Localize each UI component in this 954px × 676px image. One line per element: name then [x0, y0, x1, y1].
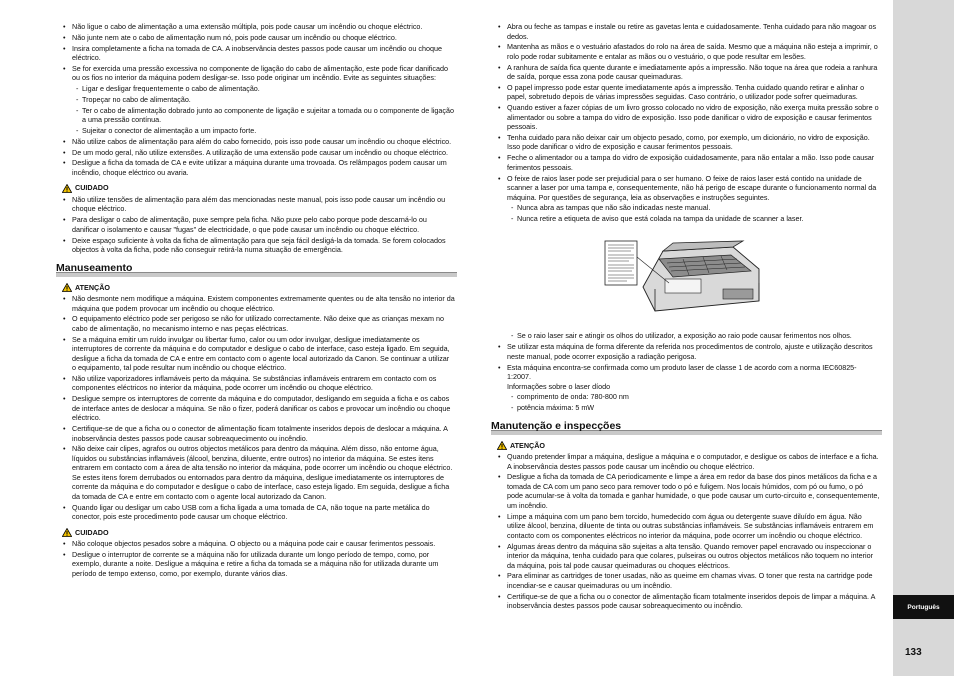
laser-info-list: [495, 331, 880, 412]
warning-triangle-icon: [497, 441, 507, 450]
warning-triangle-icon: [62, 184, 72, 193]
sub-item: - Sujeitar o conector de alimentação a um impacto forte.: [60, 126, 455, 136]
caution-list: [60, 539, 455, 578]
sub-item: - comprimento de onda: 780-800 nm: [495, 392, 880, 402]
bullet-item: • Algumas áreas dentro da máquina são sujeitas a alta tensão. Quando remover papel encravado ou inspeccionar o interior da máquina, tenha cuidado para que colares, pulseiras ou outros objectos metálicos não toquem no interior da máquina, pois tal pode causar queimaduras ou choques eléctricos.: [495, 542, 880, 571]
caution-heading: [62, 183, 455, 193]
caution-list: [60, 195, 455, 255]
bullet-item: • A ranhura de saída fica quente durante e imediatamente após a impressão. Não toque na área que rodeia a ranhura de saída, porque essa zona pode causar queimaduras.: [495, 63, 880, 82]
power-cord-list: [60, 22, 455, 177]
bullet-item: • Esta máquina encontra-se confirmada como um produto laser de classe 1 de acordo com a norma IEC60825-1:2007. Informações sobre o laser díodo: [495, 363, 880, 392]
bullet-item: • Deixe espaço suficiente à volta da ficha de alimentação para que seja fácil desligá-la da tomada. Se forem colocados objectos à volta da ficha, pode não conseguir retirá-la numa situação de emergência.: [60, 236, 455, 255]
bullet-item: • Não ligue o cabo de alimentação a uma extensão múltipla, pois pode causar um incêndio ou choque eléctrico.: [60, 22, 455, 32]
bullet-item: • Não utilize tensões de alimentação para além das mencionadas neste manual, pois isso pode causar um incêndio ou choque eléctrico.: [60, 195, 455, 214]
bullet-item: • Quando estiver a fazer cópias de um livro grosso colocado no vidro de exposição, não exerça muita pressão sobre o alimentador ou sobre a tampa do vidro de exposição. Isso pode danificar o vidro de exposição e causar ferimentos pessoais.: [495, 103, 880, 132]
warning-triangle-icon: [62, 283, 72, 292]
bullet-item: • Desligue o interruptor de corrente se a máquina não for utilizada durante um longo período de tempo, como, por exemplo, durante a noite. Desligue a máquina e retire a ficha da tomada se a máquina não for utilizada durante um período de tempo extenso, como, por exemplo, durante vários dias.: [60, 550, 455, 579]
sub-item: - Ter o cabo de alimentação dobrado junto ao componente de ligação e sujeitar a tomada ou o componente de ligação a uma pressão contínua.: [60, 106, 455, 125]
bullet-item: • Certifique-se de que a ficha ou o conector de alimentação ficam totalmente inseridos depois de limpar a máquina. A inobservância destes passos pode causar sobreaquecimento ou incêndio.: [495, 592, 880, 611]
warning-heading: [62, 283, 455, 293]
bullet-item: • Se for exercida uma pressão excessiva no componente de ligação do cabo de alimentação, este pode ficar danificado ou os fios no interior da máquina podem desligar-se. Isso pode originar um incêndio. Evite as seguintes situações:: [60, 64, 455, 83]
bullet-item: • De um modo geral, não utilize extensões. A utilização de uma extensão pode causar um incêndio ou choque eléctrico.: [60, 148, 455, 158]
bullet-item: • Desligue sempre os interruptores de corrente da máquina e do computador, desligando em seguida a ficha e os cabos de interface antes de deslocar a máquina. Se não o fizer, poderá danificar os cabos e provocar um incêndio ou choque eléctrico.: [60, 394, 455, 423]
bullet-item: • Para eliminar as cartridges de toner usadas, não as queime em chamas vivas. O toner que resta na cartridge pode incendiar-se e causar queimaduras ou um incêndio.: [495, 571, 880, 590]
bullet-item: • Feche o alimentador ou a tampa do vidro de exposição cuidadosamente, para não entalar a mão. Isso pode causar ferimentos pessoais.: [495, 153, 880, 172]
handling-list: [495, 22, 880, 224]
section-title: Manutenção e inspecções: [491, 419, 622, 432]
maintenance-warning-list: [495, 452, 880, 610]
warning-triangle-icon: [62, 528, 72, 537]
warning-label: ATENÇÃO: [510, 440, 546, 450]
bullet-item: • Quando pretender limpar a máquina, desligue a máquina e o computador, e desligue os cabos de interface e a ficha. A inobservância destes passos pode causar um incêndio ou choque eléctrico.: [495, 452, 880, 471]
bullet-item: • O papel impresso pode estar quente imediatamente após a impressão. Tenha cuidado quando retirar e alinhar o papel, sobretudo depois de várias impressões seguidas. Caso contrário, o utilizador pode sofrer queimaduras.: [495, 83, 880, 102]
page-number: 133: [905, 647, 922, 658]
sub-item: - Tropeçar no cabo de alimentação.: [60, 95, 455, 105]
bullet-item: • Não utilize cabos de alimentação para além do cabo fornecido, pois isso pode causar um incêndio ou choque eléctrico.: [60, 137, 455, 147]
bullet-item: • Se utilizar esta máquina de forma diferente da referida nos procedimentos de controlo, ajuste e utilização descritos neste manual, pode ocorrer exposição a radiação perigosa.: [495, 342, 880, 361]
section-heading-handling: [56, 262, 455, 277]
bullet-item: • Desligue a ficha da tomada de CA e evite utilizar a máquina durante uma trovoada. Os relâmpagos podem causar um incêndio, choque eléctrico ou avaria.: [60, 158, 455, 177]
warning-heading: [497, 441, 880, 451]
language-tab: [893, 595, 954, 619]
warning-list: [60, 294, 455, 522]
bullet-item: • Não deixe cair clipes, agrafos ou outros objectos metálicos para dentro da máquina. Além disso, não entorne água, líquidos ou substâncias inflamáveis (álcool, benzina, diluente, entre outros) no interior da máquina. Se estes itens entrarem em contacto com a área de alta tensão no interior da máquina, pode ocorrer um incêndio ou choque eléctrico. Se estes itens forem derrubados ou entornados para dentro da máquina, desligue imediatamente os interruptores de corrente da máquina e do computador e desligue o cabo de interface, caso esteja ligado. Em seguida, desligue a ficha da tomada de CA e entre em contacto com o agente local autorizado da Canon.: [60, 444, 455, 501]
bullet-item: • Insira completamente a ficha na tomada de CA. A inobservância destes passos pode causar um incêndio ou choque eléctrico.: [60, 44, 455, 63]
bullet-item: • Para desligar o cabo de alimentação, puxe sempre pela ficha. Não puxe pelo cabo porque pode descarná-lo ou danificar o isolamento e causar "fugas" de electricidade, o que pode causar um incêndio ou choque eléctrico.: [60, 215, 455, 234]
bullet-item: • Quando ligar ou desligar um cabo USB com a ficha ligada a uma tomada de CA, não toque na parte metálica do conector, pois este procedimento pode causar um choque eléctrico.: [60, 503, 455, 522]
caution-heading: [62, 528, 455, 538]
bullet-item: • O feixe de raios laser pode ser prejudicial para o ser humano. O feixe de raios laser está contido na unidade de scanner a laser por uma tampa e, consequentemente, não há perigo de escape durante o funcionamento normal da máquina. Por questões de segurança, leia as observações e instruções seguintes.: [495, 174, 880, 203]
bullet-item: • Não junte nem ate o cabo de alimentação num nó, pois pode causar um incêndio ou choque eléctrico.: [60, 33, 455, 43]
bullet-item: • O equipamento eléctrico pode ser perigoso se não for utilizado correctamente. Não deixe que as crianças mexam no cabo de alimentação, no mecanismo interno e nas peças eléctricas.: [60, 314, 455, 333]
bullet-item: • Desligue a ficha da tomada de CA periodicamente e limpe a área em redor da base dos pinos metálicos da ficha e a tomada de CA com um pano seco para remover todo o pó e fuligem. Nos locais húmidos, com pó ou fumo, o pó pode acumular-se à volta da tomada e ganhar humidade, o que pode causar um curto-circuito e, consequentemente, um incêndio.: [495, 472, 880, 510]
laser-warning-label-illustration: [603, 239, 765, 319]
sub-item: - Nunca retire a etiqueta de aviso que está colada na tampa da unidade de scanner a laser.: [495, 214, 880, 224]
left-column: [56, 22, 455, 580]
sub-item: - Se o raio laser sair e atingir os olhos do utilizador, a exposição ao raio pode causar ferimentos nos olhos.: [495, 331, 880, 341]
bullet-item: • Não desmonte nem modifique a máquina. Existem componentes extremamente quentes ou de alta tensão no interior da máquina que podem provocar um incêndio ou choque eléctrico.: [60, 294, 455, 313]
sidebar: [893, 0, 954, 676]
bullet-item: • Mantenha as mãos e o vestuário afastados do rolo na área de saída. Mesmo que a máquina não esteja a imprimir, o rolo pode rodar subitamente e entalar as mãos ou o vestuário, o que pode resultar em lesões.: [495, 42, 880, 61]
language-label: Português: [907, 603, 940, 611]
bullet-item: • Abra ou feche as tampas e instale ou retire as gavetas lenta e cuidadosamente. Tenha cuidado para não magoar os dedos.: [495, 22, 880, 41]
section-heading-maintenance: [491, 420, 880, 435]
bullet-item: • Não utilize vaporizadores inflamáveis perto da máquina. Se substâncias inflamáveis entrarem em contacto com os componentes eléctricos no interior da máquina, pode ocorrer um incêndio ou choque eléctrico.: [60, 374, 455, 393]
bullet-item: • Certifique-se de que a ficha ou o conector de alimentação ficam totalmente inseridos depois de deslocar a máquina. A inobservância destes passos pode causar sobreaquecimento ou incêndio.: [60, 424, 455, 443]
warning-label: ATENÇÃO: [75, 282, 111, 292]
bullet-item: • Limpe a máquina com um pano bem torcido, humedecido com água ou detergente suave diluído em água. Não utilize álcool, benzina, diluente de tinta ou outras substâncias inflamáveis. Se substâncias inflamáveis entrarem em contacto com os componentes eléctricos no interior da máquina, pode ocorrer um incêndio ou choque eléctrico.: [495, 512, 880, 541]
bullet-item: • Não coloque objectos pesados sobre a máquina. O objecto ou a máquina pode cair e causar ferimentos pessoais.: [60, 539, 455, 549]
right-column: [491, 22, 880, 612]
caution-label: CUIDADO: [75, 527, 109, 537]
sub-item: - Ligar e desligar frequentemente o cabo de alimentação.: [60, 84, 455, 94]
section-title: Manuseamento: [56, 261, 133, 274]
bullet-item: • Tenha cuidado para não deixar cair um objecto pesado, como, por exemplo, um dicionário, no vidro de exposição. Isso pode danificar o vidro de exposição e causar ferimentos pessoais.: [495, 133, 880, 152]
sub-item: - potência máxima: 5 mW: [495, 403, 880, 413]
bullet-item: • Se a máquina emitir um ruído invulgar ou libertar fumo, calor ou um odor invulgar, desligue imediatamente os interruptores de corrente da máquina e do computador e desligue o cabo de interface, caso esteja ligado. Em seguida, desligue a ficha da tomada de CA e entre em contacto com o agente local autorizado da Canon. Se continuar a utilizar o equipamento, tal pode resultar num incêndio ou choque eléctrico.: [60, 335, 455, 373]
caution-label: CUIDADO: [75, 183, 109, 193]
sub-item: - Nunca abra as tampas que não são indicadas neste manual.: [495, 203, 880, 213]
